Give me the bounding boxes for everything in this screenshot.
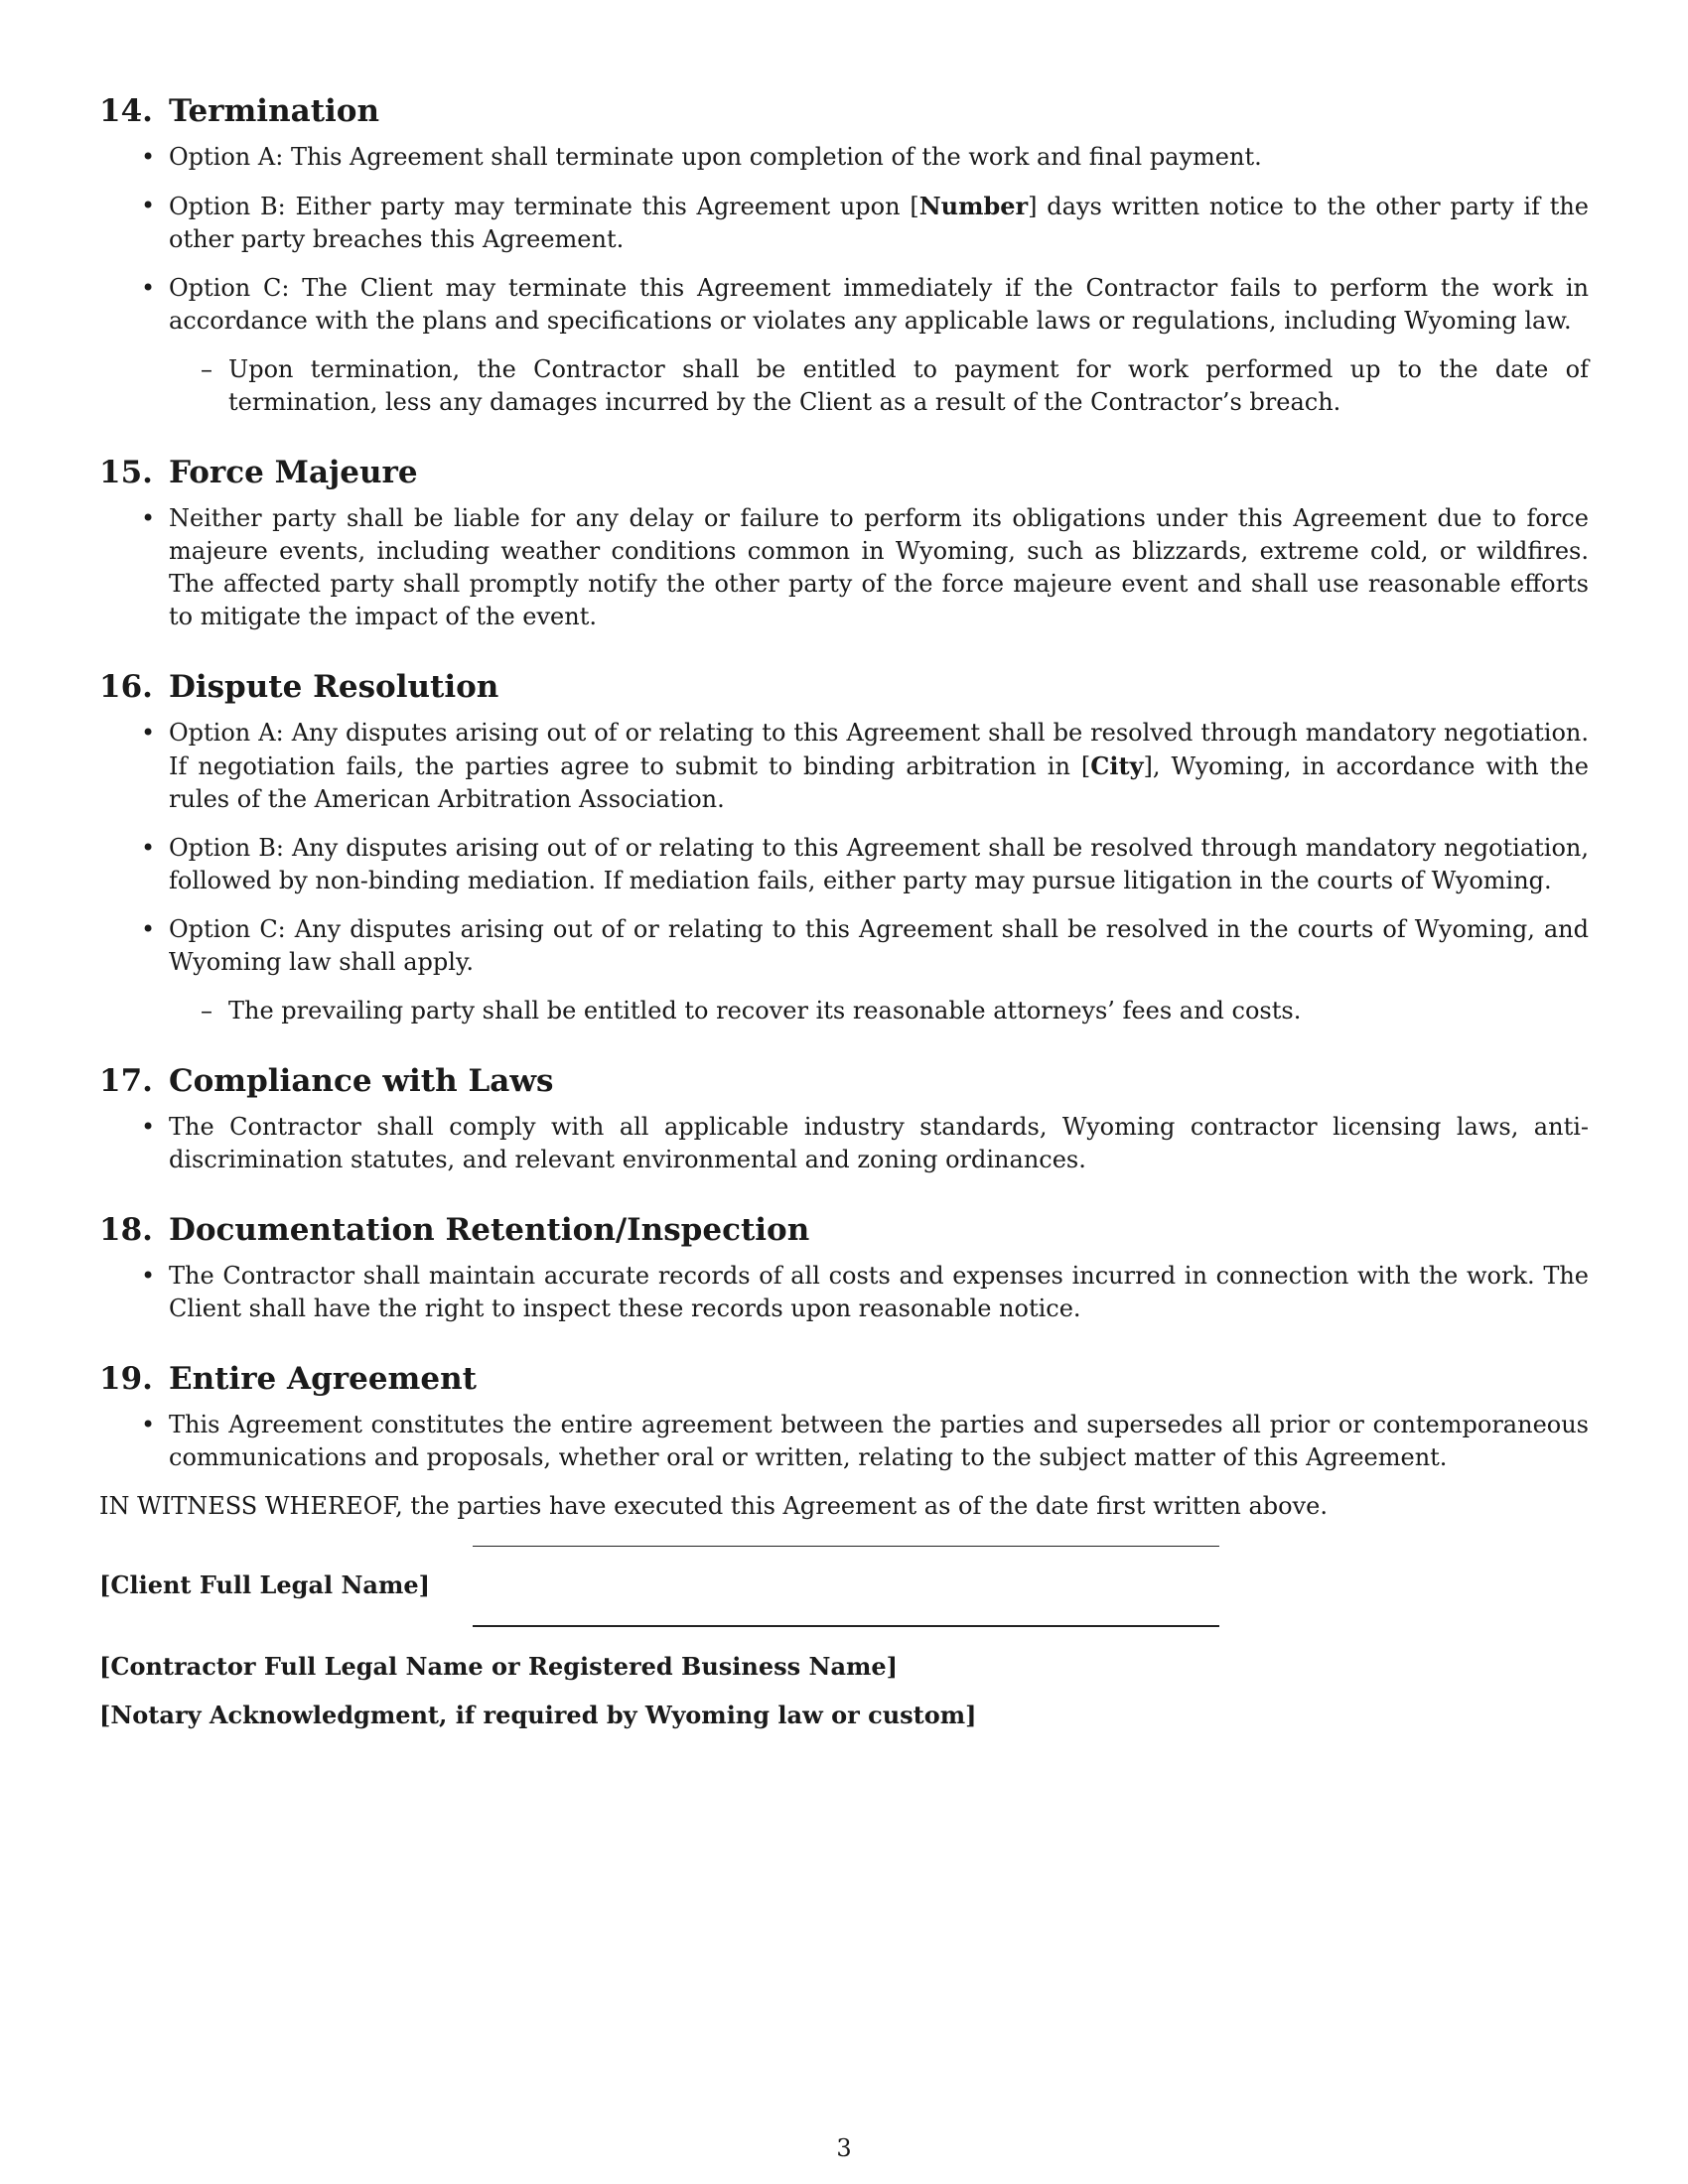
section-entire-agreement	[99, 1359, 1589, 1474]
clause-list	[99, 141, 1589, 419]
client-name: Client Full Legal Name	[110, 1570, 419, 1599]
clause-text: Option A: This Agreement shall terminate upon completion of the work and final payment.	[169, 143, 1262, 171]
contractor-signature-line	[473, 1625, 1219, 1627]
sub-list-item: – Upon termination, the Contractor shall be entitled to payment for work performed up to the date of termination, less any damages incurred by the Client as a result of the Contractor’s breach.	[169, 353, 1589, 419]
list-item	[99, 272, 1589, 419]
list-item	[99, 1409, 1589, 1474]
placeholder-field: City	[1090, 751, 1144, 780]
section-number: 19.	[99, 1361, 153, 1397]
bracket-open: [	[99, 1652, 111, 1681]
clause-list	[99, 1409, 1589, 1474]
clause-text: Option B: Any disputes arising out of or relating to this Agreement shall be resolved through mandatory negotiation, followed by non-binding mediation. If mediation fails, either party may pursue litigation in the courts of Wyoming.	[169, 834, 1589, 894]
section-heading	[99, 1210, 1589, 1250]
document-page	[99, 91, 1589, 1731]
section-termination	[99, 91, 1589, 419]
clause-list	[99, 717, 1589, 1027]
clause-text: Option A: Any disputes arising out of or relating to this Agreement shall be resolved through mandatory negotiation. If negotiation fails, the parties agree to submit to binding arbitration in	[169, 719, 1589, 780]
section-title: Dispute Resolution	[168, 669, 499, 705]
section-number: 14.	[99, 93, 153, 129]
clause-text: , Wyoming, in accordance with the rules of the American Arbitration Association.	[169, 752, 1589, 813]
section-documentation	[99, 1210, 1589, 1325]
section-heading	[99, 453, 1589, 492]
section-title: Entire Agreement	[168, 1361, 477, 1397]
section-title: Termination	[168, 93, 380, 129]
notary-text: Notary Acknowledgment, if required by Wyoming law or custom	[110, 1701, 966, 1729]
clause-text: Option C: Any disputes arising out of or relating to this Agreement shall be resolved in the courts of Wyoming, and Wyoming law shall apply.	[169, 915, 1589, 976]
bracket-close: ]	[965, 1701, 977, 1729]
section-number: 15.	[99, 455, 153, 490]
notary-label	[99, 1699, 1589, 1731]
section-number: 17.	[99, 1063, 153, 1099]
page-number: 3	[836, 2134, 852, 2162]
section-heading	[99, 667, 1589, 707]
list-item	[99, 502, 1589, 633]
list-item	[99, 1111, 1589, 1176]
list-item	[99, 717, 1589, 816]
section-title: Compliance with Laws	[168, 1063, 554, 1099]
bracket-close: ]	[1143, 752, 1153, 780]
list-item	[99, 913, 1589, 1027]
sub-list	[169, 353, 1589, 419]
bracket-open: [	[1080, 752, 1091, 780]
bracket-close: ]	[1028, 193, 1038, 220]
section-title: Force Majeure	[168, 455, 418, 490]
clause-text: Neither party shall be liable for any delay or failure to perform its obligations under this Agreement due to force majeure events, including weather conditions common in Wyoming, such as blizzards, extreme cold, or wildfires. The affected party shall promptly notify the other party of the force majeure event and shall use reasonable efforts to mitigate the impact of the event.	[169, 504, 1589, 630]
list-item	[99, 141, 1589, 174]
client-signature-line	[473, 1546, 1219, 1547]
list-item	[99, 1260, 1589, 1325]
section-dispute-resolution	[99, 667, 1589, 1027]
placeholder-field: Number	[918, 192, 1029, 220]
contractor-name-label	[99, 1650, 1589, 1683]
client-name-label	[99, 1569, 1589, 1601]
bracket-open: [	[99, 1701, 111, 1729]
section-force-majeure	[99, 453, 1589, 633]
bracket-close: ]	[886, 1652, 899, 1681]
clause-text: The Contractor shall maintain accurate records of all costs and expenses incurred in connection with the work. The Client shall have the right to inspect these records upon reasonable notice.	[169, 1262, 1589, 1322]
section-title: Documentation Retention/Inspection	[168, 1212, 810, 1248]
clause-text: This Agreement constitutes the entire agreement between the parties and supersedes all prior or contemporaneous communications and proposals, whether oral or written, relating to the subject matter of this Agreement.	[169, 1411, 1589, 1471]
sub-list-item: – The prevailing party shall be entitled to recover its reasonable attorneys’ fees and costs.	[169, 995, 1589, 1027]
clause-list	[99, 502, 1589, 633]
list-item	[99, 190, 1589, 256]
bracket-open: [	[910, 193, 919, 220]
list-item	[99, 832, 1589, 897]
section-number: 16.	[99, 669, 153, 705]
clause-text: Option B: Either party may terminate this Agreement upon	[169, 193, 911, 220]
clause-list	[99, 1111, 1589, 1176]
section-compliance	[99, 1061, 1589, 1176]
bracket-close: ]	[418, 1570, 430, 1599]
witness-statement: IN WITNESS WHEREOF, the parties have executed this Agreement as of the date first written above.	[99, 1492, 1328, 1520]
clause-text: Option C: The Client may terminate this Agreement immediately if the Contractor fails to perform the work in accordance with the plans and specifications or violates any applicable laws or regulations, including Wyoming law.	[169, 274, 1589, 335]
bracket-open: [	[99, 1570, 111, 1599]
sub-list	[169, 995, 1589, 1027]
clause-list	[99, 1260, 1589, 1325]
section-heading	[99, 1359, 1589, 1399]
section-heading	[99, 91, 1589, 131]
section-heading	[99, 1061, 1589, 1101]
clause-text: The Contractor shall comply with all applicable industry standards, Wyoming contractor licensing laws, anti-discrimination statutes, and relevant environmental and zoning ordinances.	[169, 1113, 1589, 1173]
contractor-name: Contractor Full Legal Name or Registered Business Name	[110, 1652, 887, 1681]
section-number: 18.	[99, 1212, 153, 1248]
clause-text: days written notice to the other party if the other party breaches this Agreement.	[169, 193, 1589, 253]
